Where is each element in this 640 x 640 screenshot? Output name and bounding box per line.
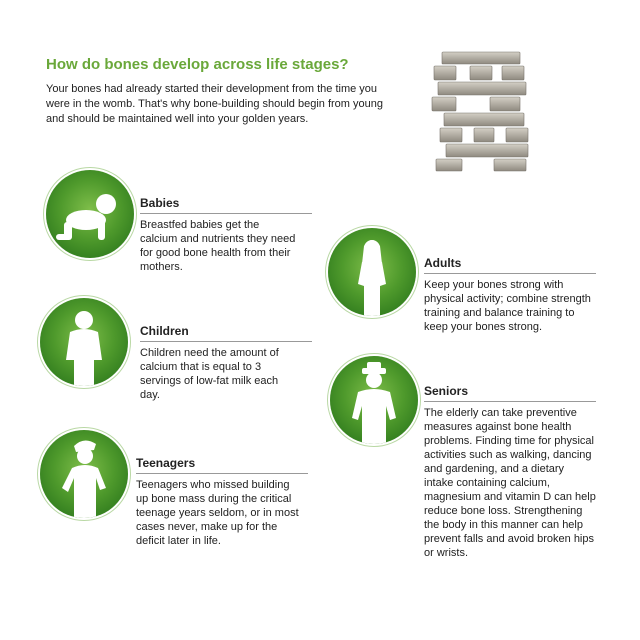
teenagers-section	[136, 456, 308, 548]
adults-icon-circle	[328, 228, 416, 316]
babies-icon-circle	[46, 170, 134, 258]
babies-section	[140, 196, 312, 274]
adult-woman-silhouette-icon	[328, 228, 416, 316]
crawling-baby-icon	[46, 170, 134, 258]
adults-text: Keep your bones strong with physical activity; combine strength training and balance training to keep your bones strong.	[424, 279, 591, 333]
children-heading: Children	[140, 324, 312, 342]
babies-text: Breastfed babies get the calcium and nutrients they need for good bone health from their mothers.	[140, 219, 296, 273]
jenga-tower-image	[430, 50, 534, 172]
adults-heading: Adults	[424, 256, 596, 274]
seniors-section	[424, 384, 596, 560]
senior-man-silhouette-icon	[330, 356, 418, 444]
page-title: How do bones develop across life stages?	[46, 56, 349, 73]
teenagers-text: Teenagers who missed building up bone mass during the critical teenage years seldom, or in most cases never, make up for the deficit later in life.	[136, 479, 299, 547]
teenagers-heading: Teenagers	[136, 456, 308, 474]
intro-paragraph: Your bones had already started their development from the time you were in the womb. That's why bone-building should begin from young and should be maintained well into your golden years.	[46, 83, 383, 125]
children-section	[140, 324, 312, 402]
children-text: Children need the amount of calcium that is equal to 3 servings of low-fat milk each day.	[140, 347, 279, 401]
seniors-heading: Seniors	[424, 384, 596, 402]
child-silhouette-icon	[40, 298, 128, 386]
teenagers-icon-circle	[40, 430, 128, 518]
seniors-icon-circle	[330, 356, 418, 444]
adults-section	[424, 256, 596, 334]
teenager-silhouette-icon	[40, 430, 128, 518]
seniors-text: The elderly can take preventive measures against bone health problems. Finding time for physical activities such as walking, dancing and gardening, and a dietary intake containing calcium, magnesium and vitamin D can help reduce bone loss. Strengthening the body in this manner can help prevent falls and avoid broken hips or wrists.	[424, 407, 596, 559]
babies-heading: Babies	[140, 196, 312, 214]
children-icon-circle	[40, 298, 128, 386]
